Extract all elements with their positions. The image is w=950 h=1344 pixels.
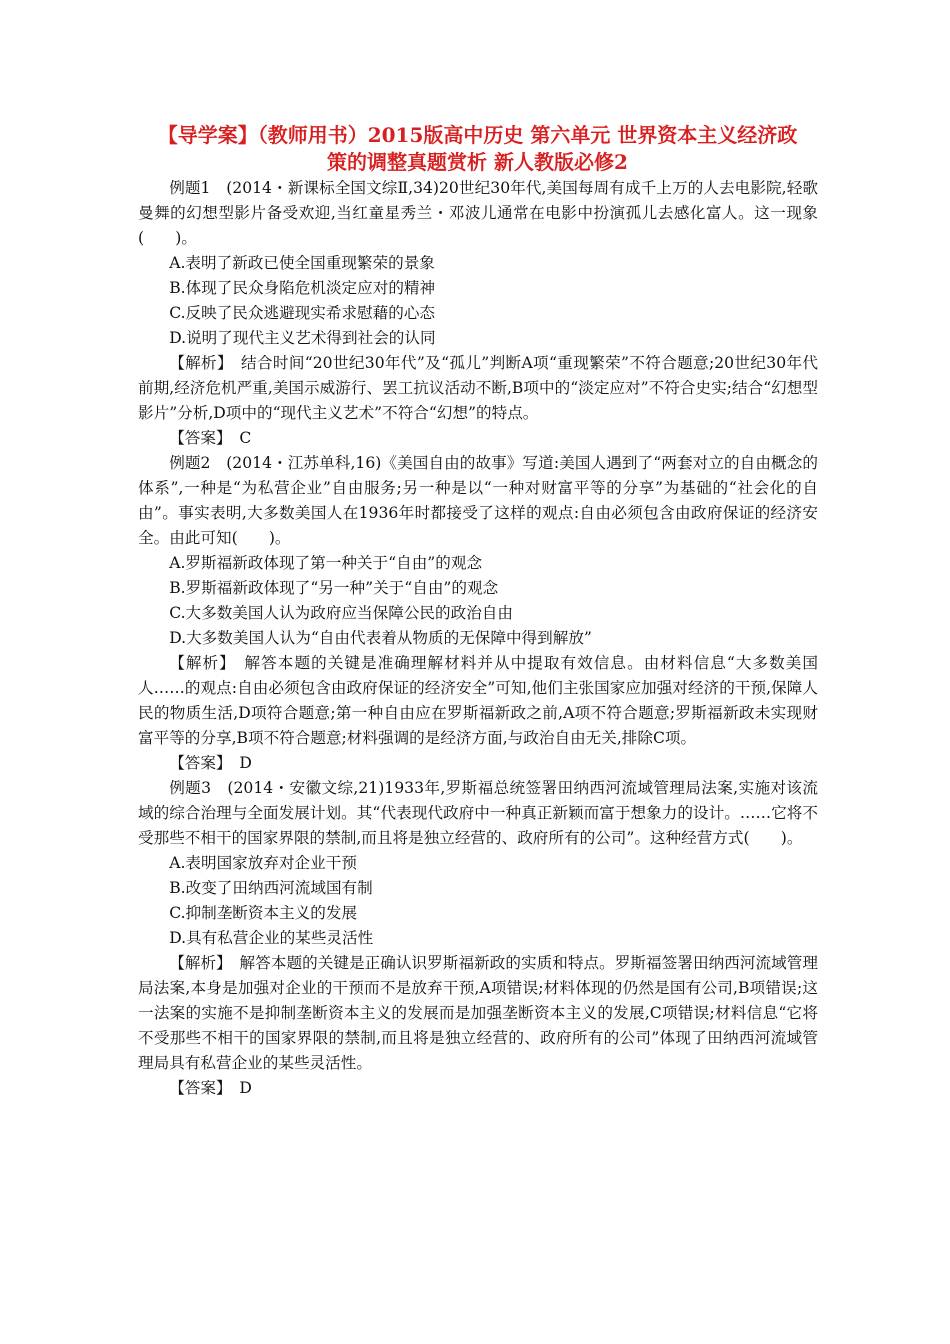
question-3-option-d: D.具有私营企业的某些灵活性 bbox=[169, 929, 374, 947]
question-2-stem: 例题2 (2014・江苏单科,16)《美国自由的故事》写道:美国人遇到了“两套对立的自由概念的体系”,一种是“为私营企业”自由服务;另一种是以“一种对财富平等的分享”为基础的“社会化的自由”。事实表明,大多数美国人在1936年时都接受了这样的观点:自由必须包含由政府保证的经济安全。由此可知( )。 bbox=[138, 454, 818, 547]
question-1-analysis: 【解析】 结合时间“20世纪30年代”及“孤儿”判断A项“重现繁荣”不符合题意;20世纪30年代前期,经济危机严重,美国示威游行、罢工抗议活动不断,B项中的“淡定应对”不符合史实;结合“幻想型影片”分析,D项中的“现代主义艺术”不符合“幻想”的特点。 bbox=[138, 354, 819, 422]
question-3-stem: 例题3 (2014・安徽文综,21)1933年,罗斯福总统签署田纳西河流域管理局法案,实施对该流域的综合治理与全面发展计划。其“代表现代政府中一种真正新颖而富于想象力的设计。……它将不受那些不相干的国家界限的禁制,而且将是独立经营的、政府所有的公司”。这种经营方式( )。 bbox=[138, 779, 818, 847]
document-body bbox=[138, 176, 818, 1101]
question-3-answer: 【答案】 D bbox=[169, 1079, 252, 1097]
question-1-option-a: A.表明了新政已使全国重现繁荣的景象 bbox=[169, 254, 435, 272]
document-title: 【导学案】（教师用书）2015版高中历史 第六单元 世界资本主义经济政策的调整真题赏析 新人教版必修2 bbox=[157, 123, 798, 174]
question-3-option-c: C.抑制垄断资本主义的发展 bbox=[169, 904, 358, 922]
question-2-analysis: 【解析】 解答本题的关键是准确理解材料并从中提取有效信息。由材料信息“大多数美国人……的观点:自由必须包含由政府保证的经济安全”可知,他们主张国家应加强对经济的干预,保障人民的物质生活,D项符合题意;第一种自由应在罗斯福新政之前,A项不符合题意;罗斯福新政未实现财富平等的分享,B项不符合题意;材料强调的是经济方面,与政治自由无关,排除C项。 bbox=[138, 654, 818, 747]
question-1-option-c: C.反映了民众逃避现实希求慰藉的心态 bbox=[169, 304, 436, 322]
question-1-option-b: B.体现了民众身陷危机淡定应对的精神 bbox=[169, 279, 436, 297]
question-2-option-c: C.大多数美国人认为政府应当保障公民的政治自由 bbox=[169, 604, 513, 622]
question-1-stem: 例题1 (2014・新课标全国文综Ⅱ,34)20世纪30年代,美国每周有成千上万的人去电影院,轻歌曼舞的幻想型影片备受欢迎,当红童星秀兰・邓波儿通常在电影中扮演孤儿去感化富人。这一现象( )。 bbox=[138, 179, 818, 247]
question-3-option-b: B.改变了田纳西河流域国有制 bbox=[169, 879, 373, 897]
question-2-answer: 【答案】 D bbox=[169, 754, 252, 772]
question-1-answer: 【答案】 C bbox=[169, 429, 252, 447]
question-1-option-d: D.说明了现代主义艺术得到社会的认同 bbox=[169, 329, 436, 347]
question-2-option-d: D.大多数美国人认为“自由代表着从物质的无保障中得到解放” bbox=[169, 629, 592, 647]
question-2-option-a: A.罗斯福新政体现了第一种关于“自由”的观念 bbox=[169, 554, 483, 572]
question-3-option-a: A.表明国家放弃对企业干预 bbox=[169, 854, 357, 872]
question-3-analysis: 【解析】 解答本题的关键是正确认识罗斯福新政的实质和特点。罗斯福签署田纳西河流域管理局法案,本身是加强对企业的干预而不是放弃干预,A项错误;材料体现的仍然是国有公司,B项错误;这一法案的实施不是抑制垄断资本主义的发展而是加强垄断资本主义的发展,C项错误;材料信息“它将不受那些不相干的国家界限的禁制,而且将是独立经营的、政府所有的公司”体现了田纳西河流域管理局具有私营企业的某些灵活性。 bbox=[138, 954, 818, 1072]
question-2-option-b: B.罗斯福新政体现了“另一种”关于“自由”的观念 bbox=[169, 579, 499, 597]
